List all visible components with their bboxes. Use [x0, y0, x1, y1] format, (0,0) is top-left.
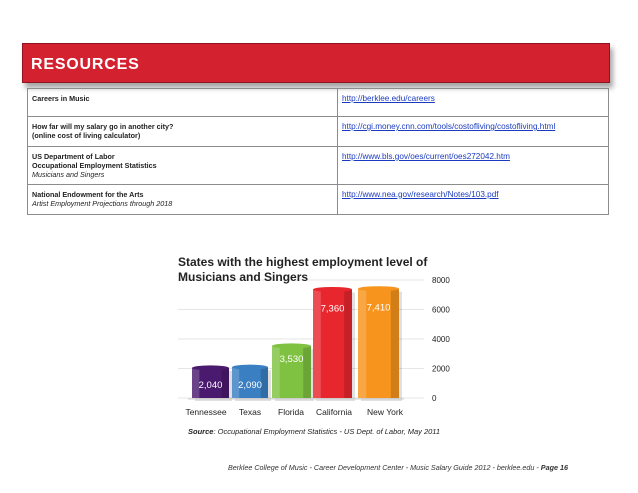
x-category-label: Tennessee: [185, 407, 227, 417]
x-category-label: California: [316, 407, 352, 417]
resource-description-line: Occupational Employment Statistics: [32, 161, 157, 171]
bar-side: [222, 368, 229, 398]
resource-description-line: Careers in Music: [32, 94, 90, 103]
page-number: Page 16: [540, 463, 568, 472]
bar-cap: [358, 286, 399, 291]
bar-side: [344, 289, 352, 398]
resource-description-line: (online cost of living calculator): [32, 131, 141, 141]
y-tick-label: 2000: [432, 364, 450, 374]
footer-text: Berklee College of Music - Career Development Center - Music Salary Guide 2012 - berklee.edu -: [228, 463, 541, 472]
bar-cap: [313, 287, 352, 292]
chart-title-line-1: States with the highest employment level of: [178, 255, 428, 269]
chart-source: [188, 427, 440, 436]
bar-side: [391, 289, 399, 398]
bar-value-label: 7,360: [320, 303, 345, 315]
bar-highlight: [358, 289, 366, 398]
x-category-label: Florida: [278, 407, 304, 417]
bar-value-label: 3,530: [279, 353, 304, 365]
chart-title-line-2: Musicians and Singers: [178, 270, 309, 284]
resource-description-line: Artist Employment Projections through 2018: [32, 198, 173, 208]
bar-side: [303, 346, 311, 398]
x-category-label: New York: [367, 407, 403, 417]
bar-value-label: 7,410: [366, 302, 391, 314]
source-label: Source: [188, 427, 214, 436]
bar-cap: [272, 343, 311, 348]
resource-description-line: Musicians and Singers: [32, 170, 105, 180]
y-tick-label: 8000: [432, 276, 450, 285]
resource-description-line: How far will my salary go in another city?: [32, 122, 174, 131]
bar-value-label: 2,090: [238, 380, 262, 391]
y-tick-label: 6000: [432, 305, 450, 315]
source-text: : Occupational Employment Statistics - US Dept. of Labor, May 2011: [213, 427, 441, 436]
bar-cap: [192, 365, 229, 370]
resource-link[interactable]: http://berklee.edu/careers: [338, 89, 609, 117]
bar-cap: [232, 365, 268, 370]
y-tick-label: 0: [432, 394, 437, 403]
x-category-label: Texas: [238, 407, 262, 417]
page-title: RESOURCES: [31, 56, 140, 73]
resource-link[interactable]: http://cgi.money.cnn.com/tools/costofliving/costofliving.html: [338, 117, 609, 147]
page-footer: [228, 463, 568, 472]
resource-description-line: National Endowment for the Arts: [32, 189, 144, 199]
resource-link[interactable]: http://www.bls.gov/oes/current/oes272042.htm: [338, 147, 609, 185]
y-tick-label: 4000: [432, 335, 450, 344]
resource-link[interactable]: http://www.nea.gov/research/Notes/103.pdf: [338, 184, 609, 214]
chart-title: [178, 255, 427, 285]
resource-description-line: US Department of Labor: [32, 152, 115, 161]
bar-value-label: 2,040: [198, 380, 223, 391]
